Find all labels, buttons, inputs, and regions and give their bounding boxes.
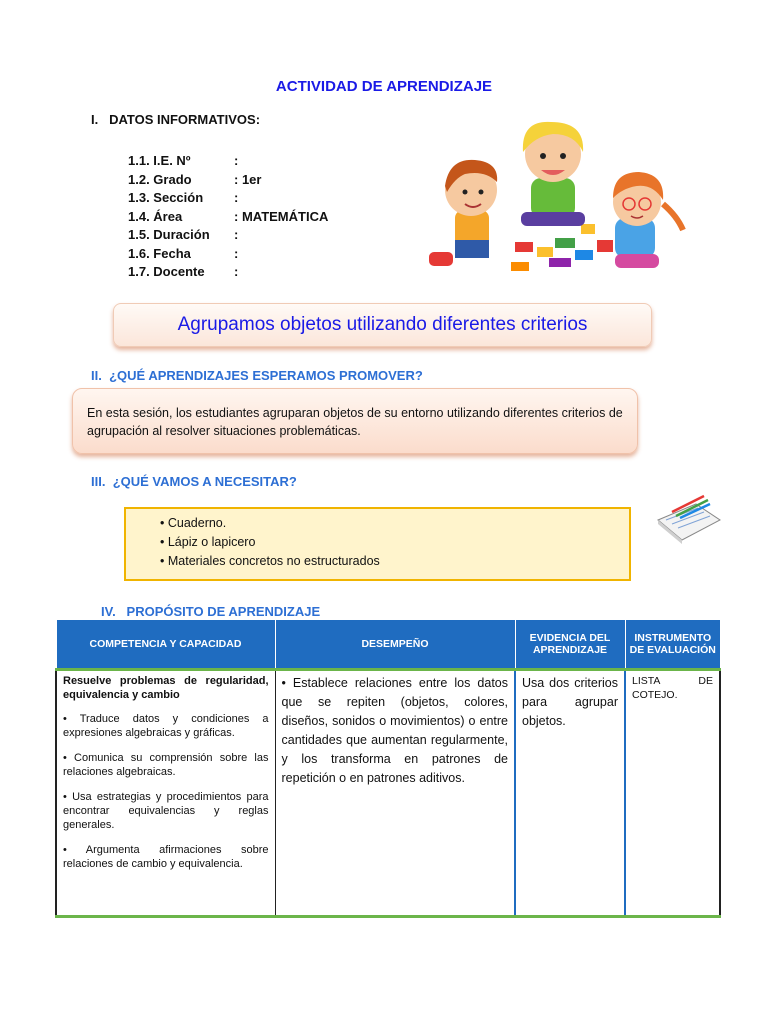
list-item: • Lápiz o lapicero bbox=[160, 533, 629, 552]
info-list bbox=[128, 152, 328, 282]
lesson-title-banner: Agrupamos objetos utilizando diferentes criterios bbox=[113, 303, 652, 347]
section-number: I. bbox=[91, 112, 99, 127]
list-item: • Cuaderno. bbox=[160, 514, 629, 533]
section-title: ¿QUÉ APRENDIZAJES ESPERAMOS PROMOVER? bbox=[109, 368, 423, 383]
info-row: 1.5. Duración : bbox=[128, 227, 239, 242]
page-title: ACTIVIDAD DE APRENDIZAJE bbox=[275, 78, 493, 95]
list-item: • Materiales concretos no estructurados bbox=[160, 552, 629, 571]
proposito-table bbox=[55, 620, 721, 918]
section-number: II. bbox=[91, 368, 102, 383]
section-aprendizajes-heading bbox=[91, 368, 423, 383]
column-header: EVIDENCIA DEL APRENDIZAJE bbox=[515, 620, 625, 670]
table-header-row bbox=[56, 620, 720, 670]
section-number: III. bbox=[91, 474, 106, 489]
notebook-icon bbox=[652, 490, 724, 550]
column-header: DESEMPEÑO bbox=[275, 620, 515, 670]
aprendizajes-box: En esta sesión, los estudiantes agruparan objetos de su entorno utilizando diferentes criterios de agrupación al resolver situaciones problemáticas. bbox=[72, 388, 638, 454]
competencia-title: Resuelve problemas de regularidad, equivalencia y cambio bbox=[63, 675, 269, 701]
section-title: DATOS INFORMATIVOS: bbox=[109, 112, 261, 127]
column-header: COMPETENCIA Y CAPACIDAD bbox=[56, 620, 275, 670]
column-header: INSTRUMENTO DE EVALUACIÓN bbox=[625, 620, 720, 670]
capacidad-item: • Comunica su comprensión sobre las relaciones algebraicas. bbox=[63, 751, 269, 779]
info-row: 1.2. Grado : 1er bbox=[128, 171, 262, 187]
info-row: 1.6. Fecha : bbox=[128, 245, 239, 261]
materials-box bbox=[124, 507, 631, 581]
section-proposito-heading bbox=[101, 604, 320, 619]
capacidad-item: • Usa estrategias y procedimientos para encontrar equivalencias y reglas generales. bbox=[63, 790, 269, 832]
info-row: 1.3. Sección : bbox=[128, 190, 239, 205]
section-datos-heading bbox=[91, 112, 260, 127]
instrumento-cell: LISTA DE COTEJO. bbox=[625, 670, 720, 917]
info-row: 1.7. Docente : bbox=[128, 264, 239, 279]
section-title: PROPÓSITO DE APRENDIZAJE bbox=[126, 604, 321, 619]
info-row: 1.4. Área : MATEMÁTICA bbox=[128, 208, 329, 224]
capacidad-item: • Traduce datos y condiciones a expresiones algebraicas y gráficas. bbox=[63, 712, 269, 740]
section-number: IV. bbox=[101, 604, 116, 619]
section-necesitar-heading bbox=[91, 474, 297, 489]
info-row: 1.1. I.E. Nº : bbox=[128, 153, 239, 168]
children-playing-illustration bbox=[425, 112, 695, 282]
table-row bbox=[56, 670, 720, 917]
competencia-cell bbox=[56, 670, 275, 917]
section-title: ¿QUÉ VAMOS A NECESITAR? bbox=[112, 474, 297, 489]
evidencia-cell: Usa dos criterios para agrupar objetos. bbox=[515, 670, 625, 917]
capacidad-item: • Argumenta afirmaciones sobre relaciones de cambio y equivalencia. bbox=[63, 843, 269, 871]
desempeno-cell: • Establece relaciones entre los datos que se repiten (objetos, colores, diseños, sonidos o movimientos) o entre cantidades que aumentan regularmente, y los transforma en patrones de repetición o en patrones aditivos. bbox=[275, 670, 515, 917]
